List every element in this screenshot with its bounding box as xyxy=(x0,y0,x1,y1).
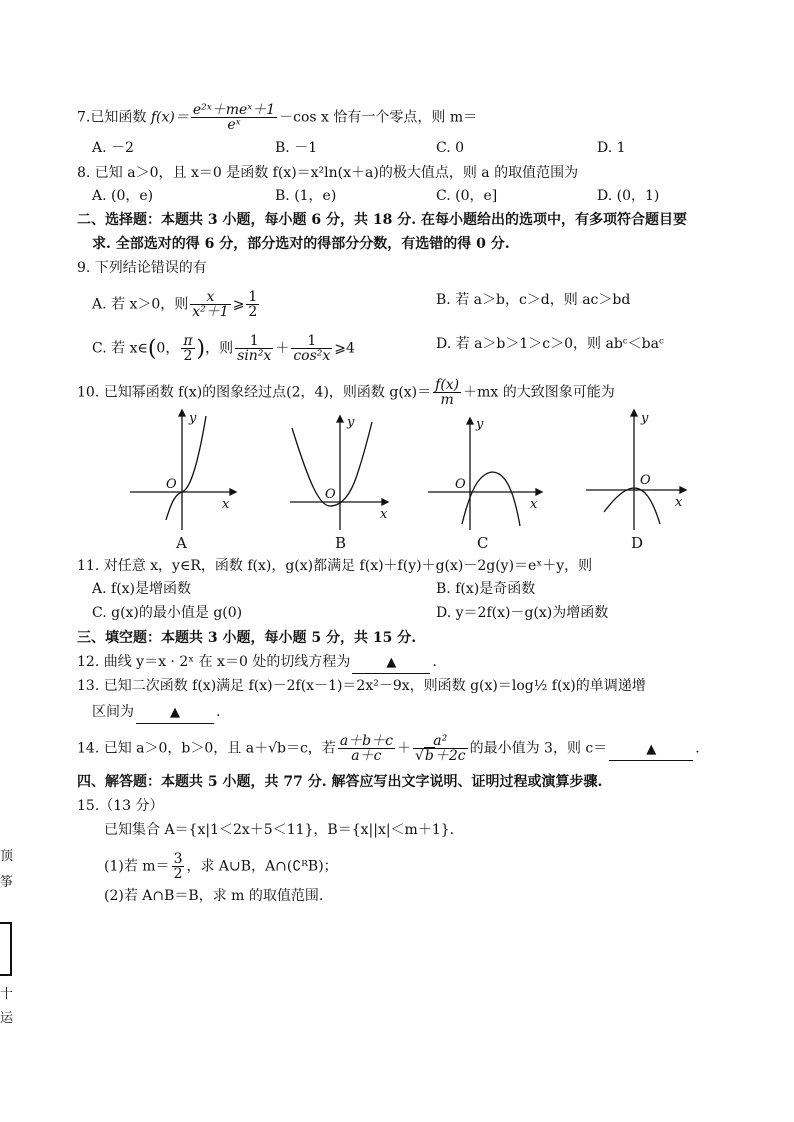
q9-a-frac2-num: 1 xyxy=(248,289,258,305)
q11-option-b: B. f(x)是奇函数 xyxy=(436,581,536,597)
q15-p1-suffix: ，求 A∪B，A∩(∁ᴿB)； xyxy=(186,858,338,875)
q14-answer-blank[interactable] xyxy=(609,739,693,761)
graph-d-curve xyxy=(604,488,660,524)
q14-plus: ＋ xyxy=(396,740,411,757)
q8-option-a: A. (0，e) xyxy=(92,188,154,204)
graph-label-a: A xyxy=(176,534,187,552)
graph-a-curve xyxy=(166,416,206,520)
graph-b-y-arrow xyxy=(337,416,343,422)
q8-option-c: C. (0，e] xyxy=(436,188,498,204)
margin-char-2: 筝 xyxy=(0,875,14,890)
q9-c-interval-a: 0， xyxy=(156,340,180,357)
q7-fx: f(x)＝ xyxy=(150,109,189,126)
graph-d xyxy=(586,410,686,530)
q13-stem-line1: 13. 已知二次函数 f(x)满足 f(x)－2f(x－1)＝2x²－9x，则函数 g(x)＝log½ f(x)的单调递增 xyxy=(77,678,646,694)
graph-c-y-arrow xyxy=(467,418,473,424)
q12-blank-marker: ▲ xyxy=(386,655,397,670)
q14-blank-marker: ▲ xyxy=(646,741,657,757)
q7-option-a: A. －2 xyxy=(92,140,134,156)
graph-label-c: C xyxy=(477,534,489,552)
q9-a-frac1 xyxy=(190,290,230,319)
q9-c-mid: ，则 xyxy=(205,340,234,357)
section3-title: 三、填空题：本题共 3 小题，每小题 5 分，共 15 分. xyxy=(77,630,417,646)
q14-frac2-den-sqrt: b xyxy=(424,748,434,764)
q11-stem: 11. 对任意 x，y∈R，函数 f(x)，g(x)都满足 f(x)＋f(y)＋g(x)－2g(y)＝eˣ＋y，则 xyxy=(77,558,593,574)
section2-title-line2: 求. 全部选对的得 6 分，部分选对的得部分分数，有选错的得 0 分. xyxy=(92,236,510,252)
q7-denominator: eˣ xyxy=(227,117,241,133)
q7-stem xyxy=(77,103,477,132)
q9-option-b: B. 若 a＞b，c＞d，则 ac＞bd xyxy=(436,292,631,308)
q9-c-end: ⩾4 xyxy=(334,340,355,357)
margin-char-4: 运 xyxy=(0,1011,14,1026)
q11-option-a: A. f(x)是增函数 xyxy=(92,581,192,597)
q9-c-frac1-num: 1 xyxy=(235,334,273,349)
q14-frac1 xyxy=(338,734,395,763)
q8-stem: 8. 已知 a＞0，且 x＝0 是函数 f(x)＝x²ln(x＋a)的极大值点，则 a 的取值范围为 xyxy=(77,165,579,181)
graph-d-y-label: y xyxy=(641,411,649,426)
q9-c-lparen: ( xyxy=(147,336,157,362)
q9-a-frac2-den: 2 xyxy=(248,304,258,320)
q15-sets-definition: 已知集合 A＝{x|1＜2x＋5＜11}，B＝{x||x|＜m＋1}. xyxy=(104,822,455,838)
margin-char-3: 十 xyxy=(0,987,14,1002)
q9-c-frac2-den: cos²x xyxy=(293,348,331,364)
graph-label-d: D xyxy=(631,534,644,552)
q9-c-pi-den: 2 xyxy=(183,348,193,364)
q9-c-pi-frac xyxy=(181,334,194,363)
q13-line2-prefix: 区间为 xyxy=(92,704,134,720)
q9-c-plus: ＋ xyxy=(275,340,290,357)
graph-c-y-label: y xyxy=(476,417,484,432)
graph-c-curve xyxy=(462,472,520,526)
q9-a-frac1-num: x xyxy=(190,290,230,305)
graph-a-x-arrow xyxy=(230,489,236,495)
graph-a xyxy=(130,410,236,530)
q15-p1-num: 3 xyxy=(173,851,183,867)
q9-option-c xyxy=(92,334,355,363)
q7-numerator: e²ˣ＋meˣ＋1 xyxy=(192,102,276,118)
graph-c-x-label: x xyxy=(530,497,538,512)
graph-d-x-arrow xyxy=(680,487,686,493)
q7-number: 7. xyxy=(77,109,91,126)
graph-c xyxy=(428,418,542,530)
q9-option-a xyxy=(92,290,261,319)
graph-d-x-label: x xyxy=(675,495,683,510)
q12-end: . xyxy=(432,654,437,670)
q7-prefix: 已知函数 xyxy=(90,109,147,126)
graph-b-y-label: y xyxy=(347,415,355,430)
graph-c-origin: O xyxy=(455,477,466,492)
q14-frac2-den: √b＋2c xyxy=(414,748,466,764)
graph-a-y-label: y xyxy=(189,411,197,426)
q15-p1-prefix: (1)若 m＝ xyxy=(104,858,170,875)
q11-option-d: D. y＝2f(x)－g(x)为增函数 xyxy=(436,605,609,621)
q9-a-prefix: A. 若 x＞0，则 xyxy=(92,296,189,313)
q10-frac-num: f(x) xyxy=(435,377,460,393)
graph-a-x-label: x xyxy=(222,497,230,512)
q9-c-frac2-num: 1 xyxy=(291,334,332,349)
graph-b-x-label: x xyxy=(380,507,388,522)
q9-a-relation: ⩾ xyxy=(232,296,245,313)
q13-end: . xyxy=(216,704,221,720)
q15-p1-frac xyxy=(172,852,185,881)
q12-prefix: 12. 曲线 y＝x · 2ˣ 在 x＝0 处的切线方程为 xyxy=(77,654,351,670)
graph-d-origin: O xyxy=(640,473,651,488)
q8-option-b: B. (1，e) xyxy=(275,188,337,204)
graph-b xyxy=(290,416,388,530)
q8-option-d: D. (0，1) xyxy=(597,188,660,204)
q7-fraction xyxy=(191,103,277,132)
q9-c-frac2 xyxy=(291,334,332,363)
q15-part1 xyxy=(104,852,338,881)
graph-c-x-arrow xyxy=(536,489,542,495)
q13-answer-blank[interactable] xyxy=(136,702,214,724)
q14-frac2-num: a² xyxy=(413,734,468,749)
q7-option-b: B. －1 xyxy=(275,140,318,156)
q9-a-frac1-den: x²＋1 xyxy=(192,304,229,320)
graph-b-x-arrow xyxy=(382,499,388,505)
q14-frac2 xyxy=(413,734,468,763)
graph-a-origin: O xyxy=(166,477,177,492)
q7-option-c: C. 0 xyxy=(436,140,465,156)
q10-suffix: ＋mx 的大致图象可能为 xyxy=(463,384,615,401)
q12-answer-blank[interactable] xyxy=(352,652,430,674)
margin-bracket xyxy=(0,922,12,976)
q9-c-prefix: C. 若 x∈ xyxy=(92,340,148,357)
section2-title-line1: 二、选择题：本题共 3 小题，每小题 6 分，共 18 分. 在每小题给出的选项中，有多项符合题目要 xyxy=(77,212,687,228)
q15-part2: (2)若 A∩B＝B，求 m 的取值范围. xyxy=(104,888,324,904)
section4-title: 四、解答题：本题共 5 小题，共 77 分. 解答应写出文字说明、证明过程或演算步骤. xyxy=(77,774,603,790)
q14-end: . xyxy=(695,740,700,757)
q7-option-d: D. 1 xyxy=(597,140,626,156)
q14-frac2-den-rest: ＋2c xyxy=(434,748,466,764)
q15-heading: 15.（13 分） xyxy=(77,798,164,814)
q9-c-rparen: ) xyxy=(196,336,206,362)
q9-stem: 9. 下列结论错误的有 xyxy=(77,260,207,276)
q9-c-frac1-den: sin²x xyxy=(237,348,272,364)
q14-frac1-den: a＋c xyxy=(351,748,382,764)
margin-char-1: 顶 xyxy=(0,849,14,864)
q14-mid: 的最小值为 3，则 c＝ xyxy=(469,740,608,757)
q9-a-frac2 xyxy=(246,290,259,319)
q12-stem xyxy=(77,652,437,674)
q14-prefix: 14. 已知 a＞0，b＞0，且 a＋√b＝c，若 xyxy=(77,740,336,757)
q9-c-pi-num: π xyxy=(183,333,193,349)
q10-frac-den: m xyxy=(440,392,454,408)
q13-blank-marker: ▲ xyxy=(170,705,180,720)
q9-option-d: D. 若 a＞b＞1＞c＞0，则 abᶜ＜baᶜ xyxy=(436,336,664,352)
graph-d-y-arrow xyxy=(631,410,637,416)
q10-prefix: 10. 已知幂函数 f(x)的图象经过点(2，4)，则函数 g(x)＝ xyxy=(77,384,432,401)
graph-label-b: B xyxy=(335,534,347,552)
q15-p1-den: 2 xyxy=(173,866,183,882)
q13-stem-line2 xyxy=(92,702,220,724)
q14-frac1-num: a＋b＋c xyxy=(339,733,393,749)
graph-a-y-arrow xyxy=(179,410,185,416)
q11-option-c: C. g(x)的最小值是 g(0) xyxy=(92,605,243,621)
q10-graphs xyxy=(0,402,794,562)
q7-suffix: －cos x 恰有一个零点，则 m＝ xyxy=(279,109,478,126)
q9-c-frac1 xyxy=(235,334,273,363)
q14-stem xyxy=(77,734,700,763)
graph-b-origin: O xyxy=(325,487,336,502)
